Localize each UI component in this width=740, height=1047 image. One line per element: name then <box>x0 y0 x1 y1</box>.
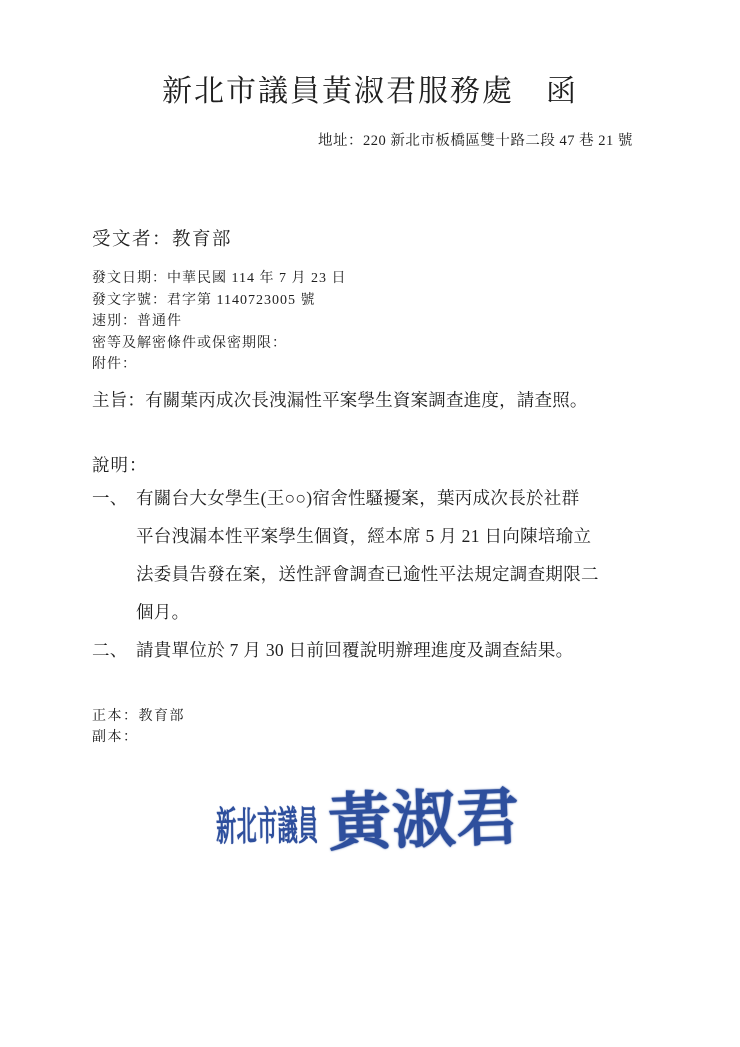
meta-priority: 速別：普通件 <box>92 314 182 329</box>
item-2-text <box>136 631 622 669</box>
stamp-office-wrap <box>216 794 320 852</box>
document-meta-block <box>92 268 346 376</box>
item-2-line-1: 請貴單位於 7 月 30 日前回覆說明辦理進度及調查結果。 <box>136 640 574 660</box>
meta-reference-number: 發文字號：君字第 1140723005 號 <box>92 292 316 308</box>
stamp-name-text: 黃淑君 <box>327 782 522 859</box>
meta-issue-date: 發文日期：中華民國 114 年 7 月 23 日 <box>92 271 347 286</box>
stamp-office-text: 新北市議員 <box>215 803 319 850</box>
recipient-line: 受文者：教育部 <box>92 230 233 250</box>
description-item-1 <box>92 479 622 631</box>
copies-original: 正本：教育部 <box>92 709 185 724</box>
description-section <box>92 451 622 669</box>
item-1-line-2: 平台洩漏本性平案學生個資，經本席 5 月 21 日向陳培瑜立 <box>136 526 592 546</box>
signature-stamp <box>216 769 521 863</box>
meta-attachment: 附件： <box>92 357 137 372</box>
meta-classification: 密等及解密條件或保密期限： <box>92 335 287 351</box>
item-1-line-4: 個月。 <box>136 602 190 622</box>
item-1-text <box>136 479 622 631</box>
item-1-line-3: 法委員告發在案，送性評會調查已逾性平法規定調查期限二 <box>136 564 599 584</box>
item-2-marker: 二、 <box>92 640 128 660</box>
sender-address: 地址：220 新北市板橋區雙十路二段 47 巷 21 號 <box>318 133 633 149</box>
subject-line: 主旨：有關葉丙成次長洩漏性平案學生資案調查進度，請查照。 <box>92 390 588 410</box>
copies-block <box>92 707 185 748</box>
item-1-marker: 一、 <box>92 488 128 508</box>
description-heading: 說明： <box>92 455 148 475</box>
item-1-line-1: 有關台大女學生(王○○)宿舍性騷擾案，葉丙成次長於社群 <box>136 488 580 508</box>
copies-cc: 副本： <box>92 729 139 745</box>
description-item-2 <box>92 631 622 669</box>
page-title: 新北市議員黃淑君服務處 函 <box>162 75 578 108</box>
